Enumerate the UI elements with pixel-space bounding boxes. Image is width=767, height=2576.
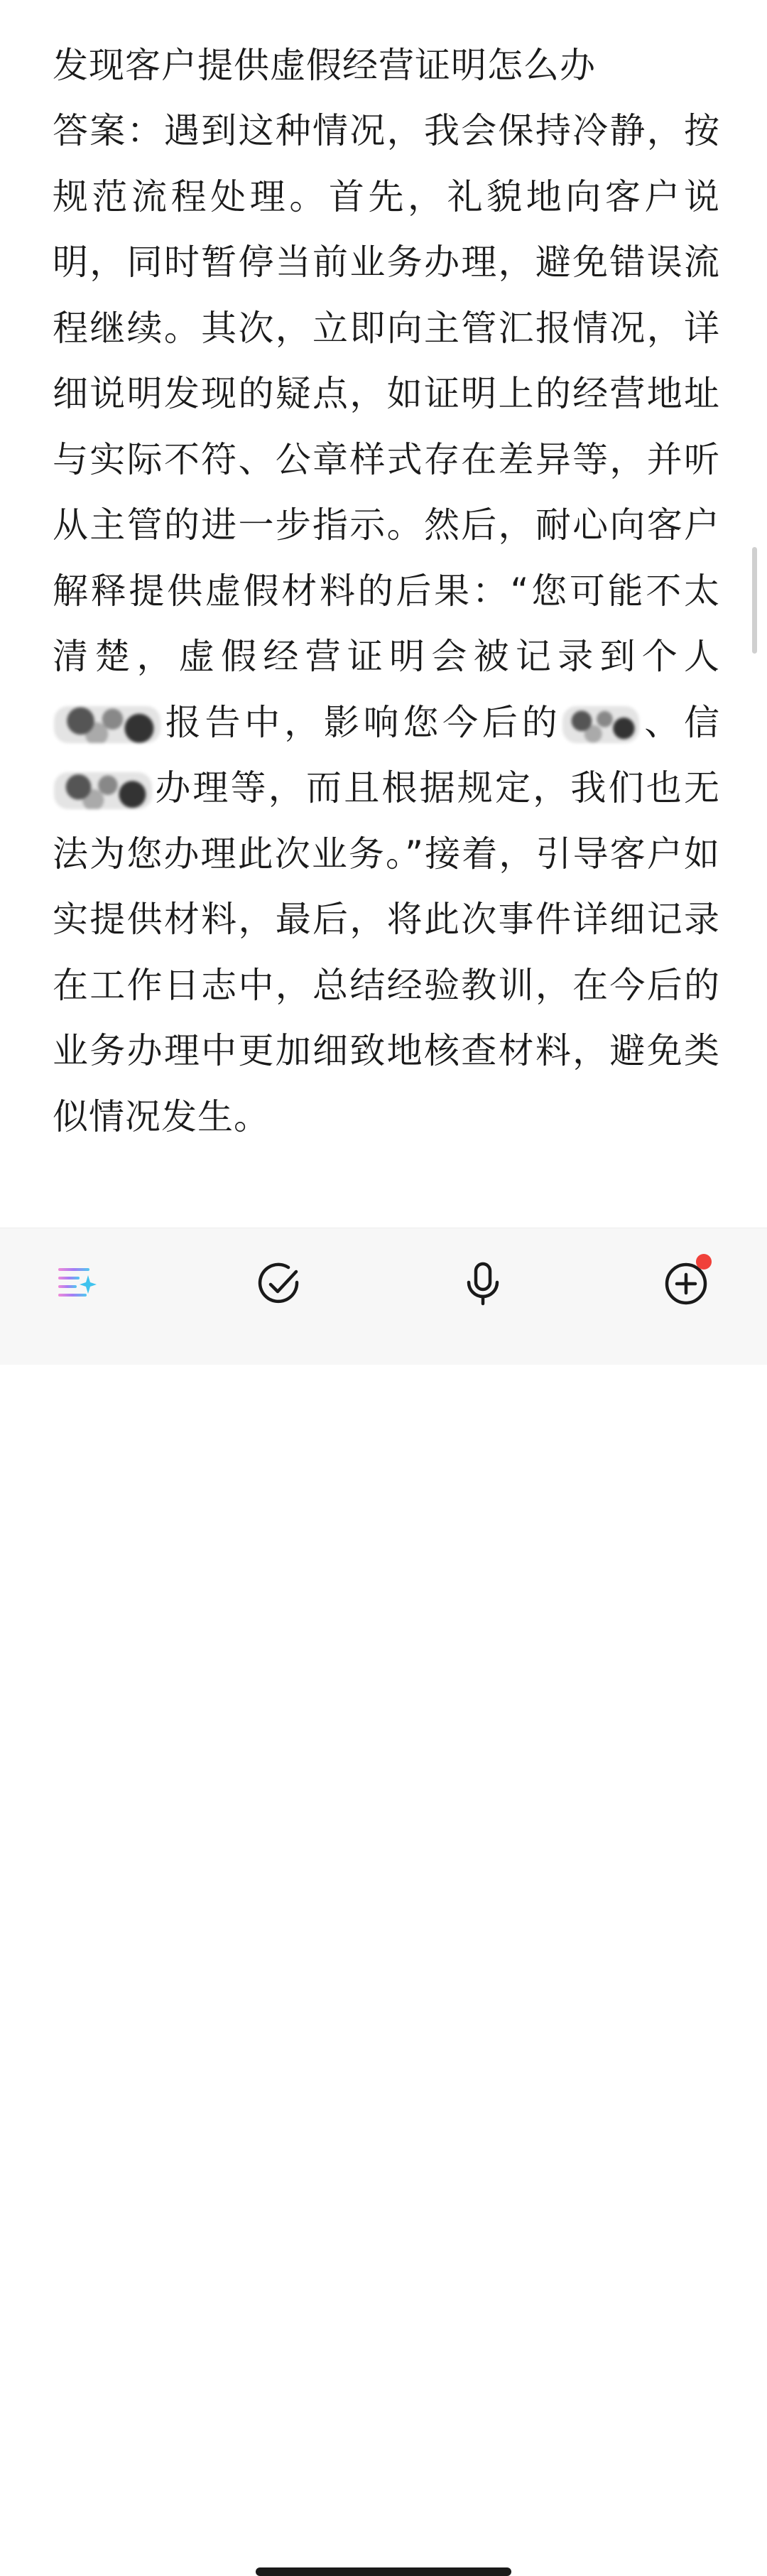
format-button[interactable]: [48, 1255, 105, 1312]
home-indicator[interactable]: [256, 2567, 511, 2576]
text-format-sparkle-icon: [54, 1261, 99, 1306]
checkmark-circle-icon: [257, 1261, 303, 1306]
add-button[interactable]: [658, 1255, 714, 1312]
redacted-mosaic: [54, 772, 152, 809]
note-body[interactable]: [53, 98, 720, 1149]
body-text-2: 报告中，影响您今后的: [162, 701, 562, 743]
checklist-button[interactable]: [251, 1255, 308, 1312]
body-text-1: 答案：遇到这种情况，我会保持冷静，按规范流程处理。首先，礼貌地向客户说明，同时暂停当前业务办理，避免错误流程继续。其次，立即向主管汇报情况，详细说明发现的疑点，如证明上的经营地址与实际不符、公章样式存在差异等，并听从主管的进一步指示。然后，耐心向客户解释提供虚假材料的后果：“您可能不太清楚，虚假经营证明会被记录到个人: [53, 110, 720, 677]
voice-input-button[interactable]: [455, 1255, 511, 1312]
note-title[interactable]: 发现客户提供虚假经营证明怎么办: [53, 45, 596, 86]
body-text-4: 办理等，而且根据规定，我们也无法为您办理此次业务。”接着，引导客户如实提供材料，最后，将此次事件详细记录在工作日志中，总结经验教训，在今后的业务办理中更加细致地核查材料，避免类似情况发生。: [53, 767, 720, 1137]
note-content[interactable]: [53, 33, 720, 1149]
redacted-mosaic: [562, 706, 639, 743]
notification-dot: [696, 1254, 712, 1270]
microphone-icon: [460, 1261, 506, 1306]
body-text-3: 、信: [641, 701, 721, 743]
bottom-toolbar: [0, 1228, 767, 1365]
redacted-mosaic: [54, 706, 161, 743]
scrollbar[interactable]: [752, 547, 757, 654]
